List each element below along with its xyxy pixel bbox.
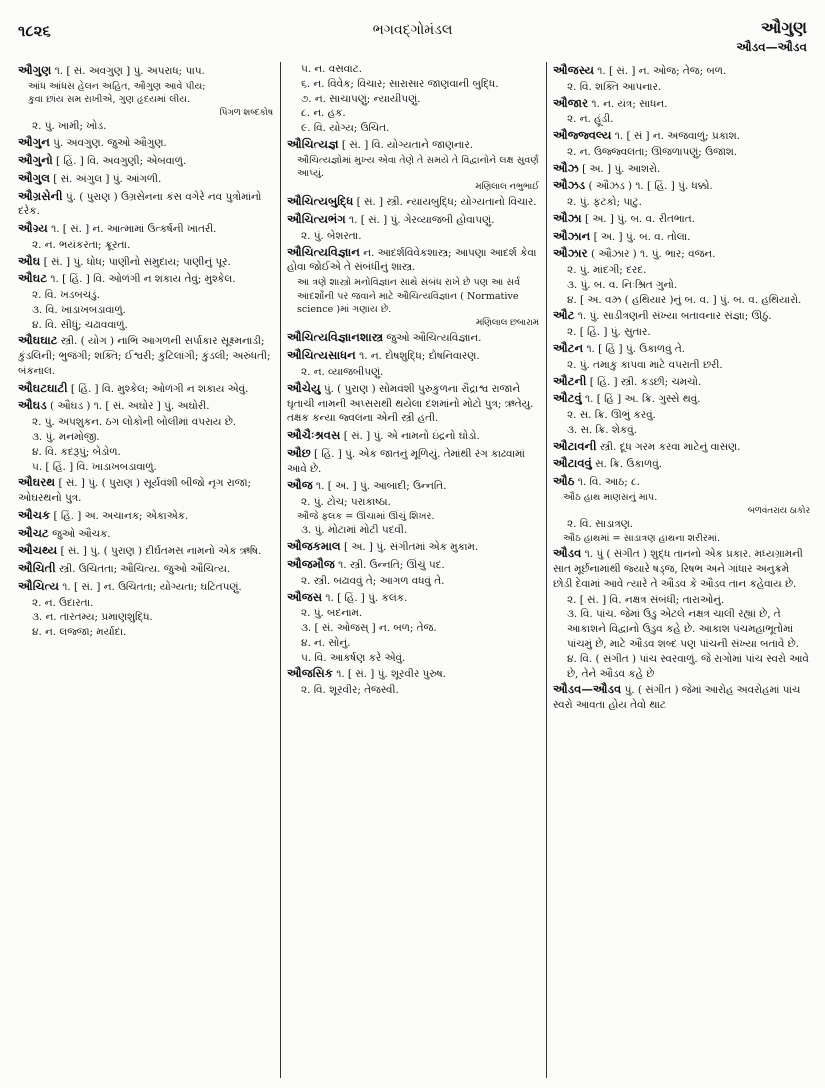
guide-word: ઔગુણ bbox=[761, 18, 807, 37]
entry-headword: ઔઘટઘાટી bbox=[18, 380, 68, 395]
dictionary-entry bbox=[18, 525, 273, 542]
dictionary-entry bbox=[553, 307, 810, 324]
dictionary-entry bbox=[18, 270, 273, 287]
dictionary-entry bbox=[553, 455, 810, 472]
entry-definition: સ્ત્રી. ઉચિતતા; ઔચિત્ય. જુઓ ઔચિત્ય. bbox=[55, 563, 231, 576]
dictionary-entry bbox=[553, 681, 810, 713]
dictionary-entry bbox=[18, 542, 273, 559]
entry-headword: ઔચૈઃશ્રવસ bbox=[287, 428, 341, 443]
dictionary-entry bbox=[287, 136, 539, 153]
entry-headword: ઔજકમાલ bbox=[287, 539, 341, 554]
entry-subsense: ૪. [ અ. વઝ્ર ( હથિયાર )નું બ. વ. ] પું. બ. વ. હથિયારો. bbox=[567, 293, 802, 306]
entry-subsense: ૨. [ હિં. ] પું. સુતાર. bbox=[567, 326, 651, 339]
dictionary-entry bbox=[287, 347, 539, 364]
entry-quotation: ઔઠ હાથ માણસનું માપ. bbox=[563, 491, 658, 503]
dictionary-entry bbox=[553, 340, 810, 357]
entry-subsense: ૨. વિ. સાડાત્રણ. bbox=[567, 518, 634, 530]
entry-headword: ઔચિત્યસાધન bbox=[287, 348, 356, 363]
entry-definition: ૧. પું ( સંગીત ) શુદ્ધ તાનનો એક પ્રકાર. મધ્યગ્રામની સાત મૂર્છનામાંથી જ્યારે ષડ્જ, રિષભ અને ગાંધાર અનુક્રમે છોડી દેવામાં આવે ત્યારે તે ઔડવ કે ઔડવ તાન કહેવાય છે. bbox=[553, 548, 803, 590]
entry-subsense: ૨. ન. ભયંકરતા; ક્રૂરતા. bbox=[32, 238, 131, 251]
dictionary-entry bbox=[553, 177, 810, 194]
dictionary-column-3 bbox=[553, 62, 810, 1080]
entry-headword: ઔગુણ bbox=[18, 63, 52, 77]
entry-headword: ઔચિત્યવિજ્ઞાનશાસ્ત્ર bbox=[287, 330, 384, 345]
entry-subsense: ૭. ન. સાચાપણું; ન્યાયીપણું. bbox=[301, 92, 421, 105]
dictionary-entry bbox=[287, 665, 539, 682]
entry-subsense: ૨. [ સં. ] વિ. નક્ષત્ર સંબંધી; તારાઓનું. bbox=[567, 593, 725, 606]
dictionary-entry bbox=[287, 427, 539, 444]
entry-definition: ૧. [ હિં ] પું. ઉકાળવું તે. bbox=[583, 343, 686, 356]
entry-definition: ( ઔઘડ ) ૧. [ સં. અઘોર ] પું. અઘોરી. bbox=[46, 400, 210, 413]
entry-quotation: કુવા છાંય સમ રાખીએ, ગુણ હૃદયમાં લીય. bbox=[28, 94, 191, 106]
entry-subsense: ૨. વિ. શક્તિ આપનાર. bbox=[567, 80, 662, 93]
entry-definition: [ હિં. ] અ. અચાનક; એકાએક. bbox=[50, 509, 189, 522]
entry-headword: ઔગ્ર્ય bbox=[18, 221, 48, 236]
dictionary-entry bbox=[287, 556, 539, 573]
entry-subsense: ૨. ન. હૂંડી. bbox=[567, 113, 614, 126]
entry-headword: ઔગુનો bbox=[18, 153, 53, 167]
dictionary-entry bbox=[553, 473, 810, 490]
entry-headword: ઔગ્રસેની bbox=[18, 188, 63, 203]
entry-headword: ઔઘટ bbox=[18, 271, 48, 286]
entry-headword: ઔઘઘાટ bbox=[18, 333, 58, 348]
entry-definition: ૧. [ હિં. ] પું. કલંક. bbox=[322, 591, 408, 604]
dictionary-entry bbox=[18, 188, 273, 220]
entry-subsense: ૨. સ્ત્રી. બઢાવવું તે; આગળ વધવું તે. bbox=[301, 574, 445, 587]
entry-headword: ઔઝ bbox=[553, 160, 579, 175]
entry-definition: ૧. સ્ત્રી. ઉન્નતિ; ઊંચું પદ. bbox=[334, 559, 445, 571]
dictionary-entry bbox=[553, 210, 810, 227]
entry-headword: ઔઝાન bbox=[553, 228, 591, 243]
entry-headword: ઔચિતી bbox=[18, 561, 56, 576]
entry-definition: પું. ( સંગીત ) જેમાં આરોહ અવરોહમાં પાંચ સ્વરો આવતા હોય તેવો થાટ bbox=[553, 684, 801, 712]
entry-headword: ઔડવ—ઔડવ bbox=[553, 682, 622, 697]
dictionary-entry bbox=[18, 62, 273, 79]
entry-subsense: ૨. પું. બેશરતા. bbox=[301, 229, 362, 242]
entry-definition: [ હિં. ] પું. એક જાતનું મૂળિયું. તેમાંથી રંગ કાઢવામાં આવે છે. bbox=[287, 447, 525, 475]
quotation-source: મણિલાલ છબારામ bbox=[475, 317, 539, 328]
entry-headword: ઔટની bbox=[553, 373, 587, 388]
entry-definition: ૧. [ સં. ] ન. ઓજ; તેજ; બળ. bbox=[593, 65, 727, 77]
entry-headword: ઔઘ bbox=[18, 253, 41, 268]
dictionary-entry bbox=[18, 507, 273, 524]
entry-definition: [ સં. ] પું. ધોધ; પાણીનો સમુદાય; પાણીનું પૂર. bbox=[40, 255, 231, 268]
entry-headword: ઔઘડ bbox=[18, 398, 47, 413]
entry-definition: ૧. [ અ. ] પું. આબાદી; ઉન્નતિ. bbox=[312, 480, 447, 493]
entry-definition: ૧. [ સં. ] પું. ગેરવ્યાજબી હોવાપણું. bbox=[345, 214, 495, 227]
entry-definition: ૧. [ હિં ] અ. ક્રિ. ગુસ્સે થવું. bbox=[581, 393, 701, 406]
entry-subsense: ૩. પું. બ. વ. નિઃશ્રિત ગુનો. bbox=[567, 278, 678, 291]
entry-subsense: ૨. પું. બદનામ. bbox=[301, 607, 363, 620]
entry-subsense: ૩. ન. તારતમ્ય; પ્રમાણશુદ્ધિ. bbox=[32, 611, 153, 624]
dictionary-entry bbox=[18, 220, 273, 237]
entry-subsense: ૩. [ સં. ઓજસ્ ] ન. બળ; તેજ. bbox=[301, 622, 437, 635]
entry-definition: [ હિં. ] સ્ત્રી. કડછી; ચમચો. bbox=[586, 375, 702, 388]
entry-subsense: ૩. વિ. પાંચ. જેમાં ઉડુ એટલે નક્ષત્ર ચાલી રહ્યાં છે, તે આકાશને વિદ્વાનો ઉડુવ કહે છે. આકાશ પંચમહાભૂતોમાં પાંચમું છે, માટે ઔડવ શબ્દ પણ પાંચની સંખ્યા બતાવે છે. bbox=[567, 608, 799, 650]
entry-quotation: ઔઠ હાથમાં = સાડાત્રણ હાથના શરીરમાં. bbox=[563, 532, 720, 544]
entry-subsense: ૩. સ. ક્રિ. શેકવું. bbox=[567, 423, 637, 436]
entry-headword: ઔછ bbox=[287, 445, 311, 460]
dictionary-entry bbox=[553, 127, 810, 144]
entry-subsense: ૨. ન. ઉદારતા. bbox=[32, 596, 94, 609]
entry-definition: પું. ( પુરાણ ) સોમવંશી પુરુકુળના રૌદ્રાશ્વ રાજાને ઘૃતાચી નામની અપ્સરાથી થયેલા દશમાંનો મોટો પુત્ર; ઋતેયુ. તક્ષક કન્યા જ્વલના એની સ્ત્રી હતી. bbox=[287, 382, 534, 425]
entry-definition: જુઓ ઔચિત્યવિજ્ઞાન. bbox=[383, 332, 482, 345]
entry-definition: સ. ક્રિ. ઉકાળવું. bbox=[591, 458, 663, 471]
entry-subsense: ૨. ન. ઉજ્જ્વલતા; ઊજળાપણું; ઉજાશ. bbox=[567, 145, 738, 158]
entry-headword: ઔચટ bbox=[18, 525, 49, 540]
entry-definition: ૧. ન. દોષશુદ્ધિ; દોષનિવારણ. bbox=[355, 350, 480, 363]
entry-headword: ઔટન bbox=[553, 341, 584, 356]
page-header bbox=[0, 0, 825, 54]
entry-definition: ન. આદર્શવિવેકશાસ્ત્ર; આપણા આદર્શ કેવા હોવા જોઈએ તે સંબંધીનું શાસ્ત્ર. bbox=[287, 246, 537, 274]
book-title: ભગવદ્ગોમંડલ bbox=[372, 22, 453, 38]
entry-definition: સ્ત્રી. ( યોગ ) નાભિ આગળની સર્પાકાર સૂક્ષ્મનાડી; કુંડલિની; ભુજંગી; શક્તિ; ઈશ્વરી; કુટિલાંગી; કુંડલી; અરુંધતી; બંકનાલ. bbox=[18, 335, 271, 377]
entry-definition: [ હિં. ] વિ. અવગુણી; એબવાળું. bbox=[52, 155, 187, 167]
entry-subsense: ૨. પું. અપશુકન. ઠગ લોકોની બોલીમાં વપરાય છે. bbox=[32, 416, 237, 429]
entry-quotation: ઔજે ફલક = ઊંચામાં ઊંચું શિખર. bbox=[297, 510, 435, 522]
entry-subsense: ૬. ન. વિવેક; વિચાર; સારાસાર જાણવાની બુદ્ધિ. bbox=[301, 77, 499, 90]
entry-definition: [ અ. ] પું. બ. વ. તોલા. bbox=[590, 230, 691, 243]
entry-definition: [ સં. ] પું. એ નામનો ઇંદ્રનો ઘોડો. bbox=[340, 430, 480, 443]
entry-subsense: ૨. પું. ખામી; ખોડ. bbox=[32, 120, 107, 133]
dictionary-entry bbox=[18, 560, 273, 577]
entry-definition: ૧. પું. સાડીત્રણની સંખ્યા બતાવનાર સંજ્ઞા; ઊઠું. bbox=[574, 310, 772, 323]
entry-definition: [ સં. ] સ્ત્રી. ન્યાયબુદ્ધિ; યોગ્યતાનો વિચાર. bbox=[353, 196, 537, 209]
entry-subsense: ૯. વિ. યોગ્ય; ઉચિત. bbox=[301, 122, 390, 135]
entry-subsense: ૨. પું. ટોચ; પરાકાષ્ઠા. bbox=[301, 496, 391, 509]
dictionary-entry bbox=[287, 244, 539, 276]
dictionary-entry bbox=[18, 134, 273, 151]
column-divider bbox=[280, 62, 281, 1078]
entry-subsense: ૩. પું. મનમોજી. bbox=[32, 431, 100, 444]
dictionary-entry bbox=[18, 170, 273, 187]
entry-headword: ઔઝા bbox=[553, 210, 582, 225]
entry-definition: ( ઔઝાર ) ૧. પું. ભાર; વજન. bbox=[587, 248, 716, 261]
entry-headword: ઔઝાર bbox=[553, 246, 588, 261]
dictionary-entry bbox=[287, 329, 539, 346]
dictionary-entry bbox=[18, 332, 273, 378]
entry-definition: સ્ત્રી. દૂધ ગરમ કરવા માટેનું વાસણ. bbox=[596, 440, 741, 453]
entry-headword: ઔજસ bbox=[287, 589, 323, 604]
dictionary-entry bbox=[287, 380, 539, 426]
entry-subsense: ૨. પું. માંદગી; દરદ. bbox=[567, 264, 647, 277]
column-divider bbox=[546, 62, 547, 1078]
entry-definition: [ અ. ] પું. સંગીતમાં એક મુકામ. bbox=[340, 541, 479, 554]
dictionary-entry bbox=[553, 373, 810, 390]
dictionary-entry bbox=[287, 477, 539, 494]
dictionary-entry bbox=[553, 228, 810, 245]
entry-subsense: ૫. ન. વસવાટ. bbox=[301, 63, 363, 75]
entry-definition: પું. ( પુરાણ ) ઉગ્રસેનના કંસ વગેરે નવ પુત્રોમાંનો દરેક. bbox=[18, 190, 262, 218]
entry-headword: ઔચિત્યબુદ્ધિ bbox=[287, 194, 354, 209]
page-number: ૧૮૨૬ bbox=[18, 22, 51, 40]
entry-headword: ઔચિત્યભંગ bbox=[287, 212, 346, 227]
dictionary-entry bbox=[287, 445, 539, 477]
entry-subsense: ૨. પું. ફટકો; પાટુ. bbox=[567, 196, 642, 209]
entry-subsense: ૪. વિ. કદરૂપું; બેડોળ. bbox=[32, 445, 121, 458]
entry-headword: ઔજસ્ય bbox=[553, 63, 594, 77]
entry-definition: ૧. [ સં. ] ન. ઉચિતતા; યોગ્યતા; ઘટિતપણું. bbox=[58, 580, 242, 593]
dictionary-entry bbox=[553, 390, 810, 407]
entry-headword: ઔજ્જ્વલ્ય bbox=[553, 128, 612, 143]
entry-subsense: ૩. પું. મોટામાં મોટી પદવી. bbox=[301, 524, 408, 537]
entry-subsense: ૨. સ. ક્રિ. ઊભું કરવું. bbox=[567, 409, 656, 422]
entry-definition: ૧. ન. યંત્ર; સાધન. bbox=[588, 97, 668, 110]
entry-quotation: ઔચિત્યજ્ઞોમાં મુખ્ય એવા તેણે તે સમયે તે વિદ્વાનોને લક્ષ સુવર્ણ આપ્યું. bbox=[297, 154, 539, 180]
entry-definition: ( ઔઝડ ) ૧. [ હિં. ] પું. ધક્કો. bbox=[585, 180, 713, 193]
entry-quotation: આંધ આંધસ હેલન અહિત, ઔગુણ આવે પીય; bbox=[28, 80, 206, 92]
entry-headword: ઔઘરથ bbox=[18, 475, 56, 490]
entry-subsense: ૮. ન. હક. bbox=[301, 107, 346, 120]
dictionary-entry bbox=[18, 380, 273, 397]
entry-subsense: ૪. વિ. ( સંગીત ) પાંચ સ્વરવાળું. જે રાગોમાં પાંચ સ્વરો આવે છે, તેને ઔડવ કહે છે bbox=[567, 652, 809, 680]
entry-subsense: ૫. [ હિં. ] વિ. ખાડાખબડાવાળું. bbox=[32, 460, 157, 473]
entry-definition: [ સં. ] પું. ( પુરાણ ) દીર્ઘતમસ નામનો એક ઋષિ. bbox=[57, 545, 262, 558]
entry-headword: ઔજ bbox=[287, 478, 313, 493]
entry-definition: જુઓ ઔચક. bbox=[48, 527, 111, 540]
entry-definition: ૧. [ સં. અવગુણ ] પું. અપરાધ; પાપ. bbox=[51, 65, 205, 77]
entry-headword: ઔચિત્યવિજ્ઞાન bbox=[287, 244, 360, 259]
entry-definition: ૧. [ સં. ] પું. શૂરવીર પુરુષ. bbox=[332, 668, 446, 681]
dictionary-entry bbox=[553, 545, 810, 591]
entry-headword: ઔઝડ bbox=[553, 178, 586, 193]
dictionary-entry bbox=[287, 193, 539, 210]
entry-headword: ઔટાવની bbox=[553, 438, 597, 453]
entry-headword: ઔચક bbox=[18, 507, 51, 522]
entry-headword: ઔટાવવું bbox=[553, 456, 592, 471]
entry-definition: [ અ. ] પું. બ. વ. રીતભાત. bbox=[581, 212, 695, 225]
entry-subsense: ૩. વિ. ખાડાખબડાવાળું. bbox=[32, 303, 126, 316]
entry-headword: ઔચેયુ bbox=[287, 380, 321, 395]
quotation-source: બળવંતરાય ઠાકોર bbox=[747, 505, 810, 516]
entry-headword: ઔજસિક bbox=[287, 666, 333, 681]
entry-definition: પું. અવગુણ. જુઓ ઔગુણ. bbox=[49, 137, 167, 150]
dictionary-entry bbox=[18, 152, 273, 169]
quotation-source: મણિલાલ નભુભાઈ bbox=[475, 181, 539, 192]
entry-definition: [ હિં. ] વિ. મુશ્કેલ; ઓળંગી ન શકાય એવું. bbox=[67, 382, 249, 395]
entry-definition: ૧. વિ. આઠ; ૮. bbox=[574, 476, 641, 489]
dictionary-entry bbox=[18, 253, 273, 270]
entry-headword: ઔગુન bbox=[18, 135, 50, 150]
entry-definition: ૧. [ હિં. ] વિ. ઓળંગી ન શકાય તેવું; મુશ્કેલ. bbox=[47, 273, 236, 286]
entry-headword: ઔટવું bbox=[553, 391, 582, 406]
dictionary-column-1 bbox=[18, 62, 273, 1080]
entry-definition: [ સં. અંગુલ ] પું. આંગળી. bbox=[49, 172, 162, 185]
entry-headword: ઔડવ bbox=[553, 546, 582, 561]
dictionary-column-2 bbox=[287, 62, 539, 1080]
entry-subsense: ૨. વિ. ખડબચડું. bbox=[32, 289, 101, 302]
dictionary-entry bbox=[553, 95, 810, 112]
entry-subsense: ૪. ન. લજ્જા; મર્યાદા. bbox=[32, 626, 127, 639]
entry-definition: [ સં. ] વિ. યોગ્યતાને જાણનાર. bbox=[338, 138, 473, 151]
dictionary-entry bbox=[553, 160, 810, 177]
entry-definition: [ અ. ] પું. આશરો. bbox=[578, 162, 661, 175]
dictionary-entry bbox=[287, 589, 539, 606]
entry-headword: ઔચથ્ય bbox=[18, 543, 58, 558]
entry-headword: ઔઠ bbox=[553, 474, 575, 489]
dictionary-entry bbox=[18, 474, 273, 506]
entry-subsense: ૨. ન. વ્યાજબીપણું. bbox=[301, 365, 384, 378]
entry-headword: ઔચિત્ય bbox=[18, 578, 59, 593]
dictionary-entry bbox=[18, 578, 273, 595]
entry-definition: [ સં. ] પું. ( પુરાણ ) સૂર્યવંશી બીજો નૃગ રાજા; ઓઘરથનો પુત્ર. bbox=[18, 477, 251, 505]
entry-subsense: ૨. પું. તમાકુ કાપવા માટે વપરાતી છરી. bbox=[567, 358, 723, 371]
entry-headword: ઔટ bbox=[553, 308, 575, 323]
entry-definition: ૧. [ સં. ] ન. આત્મામાં ઉત્કર્ષની ખાતરી. bbox=[47, 223, 217, 236]
dictionary-entry bbox=[18, 397, 273, 414]
quotation-source: પિંગળ શબ્દકોષ bbox=[219, 107, 273, 118]
entry-subsense: ૨. વિ. શૂરવીર; તેજસ્વી. bbox=[301, 684, 399, 697]
entry-subsense: ૪. ન. સોનું. bbox=[301, 636, 351, 649]
dictionary-entry bbox=[553, 62, 810, 79]
entry-headword: ઔજમૌજ bbox=[287, 557, 335, 571]
entry-subsense: ૫. વિ. આકર્ષણ કરે એવું. bbox=[301, 651, 406, 664]
entry-headword: ઔચિત્યજ્ઞ bbox=[287, 136, 339, 151]
guide-range: ઔડવ—ઔડવ bbox=[736, 40, 807, 54]
entry-headword: ઔજાર bbox=[553, 95, 589, 110]
dictionary-entry bbox=[553, 245, 810, 262]
dictionary-entry bbox=[553, 438, 810, 455]
dictionary-entry bbox=[287, 538, 539, 555]
entry-definition: ૧. [ સં ] ન. અજવાળું; પ્રકાશ. bbox=[611, 130, 740, 143]
entry-quotation: આ ત્રણે શાસ્ત્રો મનોવિજ્ઞાન સાથે સંબંધ રાખે છે પણ આ સર્વ આદર્શોની પર જવાને માટે ઔચિત્યવિજ્ઞાન ( Normative science )માં ગણાય છે. bbox=[297, 277, 521, 316]
dictionary-entry bbox=[287, 211, 539, 228]
entry-subsense: ૪. વિ. સીધું; ચઢાવવાળું. bbox=[32, 318, 128, 331]
entry-headword: ઔગુલ bbox=[18, 170, 50, 185]
